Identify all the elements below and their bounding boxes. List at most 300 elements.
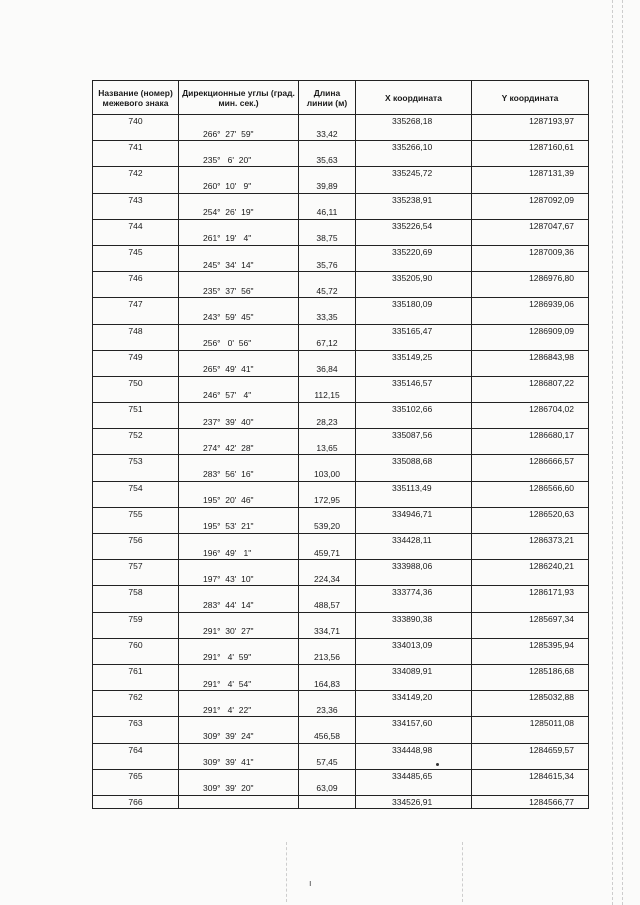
empty-cell	[356, 520, 472, 533]
empty-cell	[472, 625, 589, 638]
empty-cell	[179, 455, 299, 468]
empty-cell	[472, 285, 589, 298]
empty-cell	[472, 363, 589, 376]
header-x: X координата	[356, 81, 472, 115]
header-angle: Дирекционные углы (град. мин. сек.)	[179, 81, 299, 115]
scan-edge-line	[612, 0, 613, 905]
empty-cell	[356, 389, 472, 402]
bearing-angle-cell: 245° 34' 14"	[179, 259, 299, 272]
scan-edge-line	[622, 0, 623, 905]
empty-cell	[179, 691, 299, 704]
x-coordinate-cell: 335149,25	[356, 350, 472, 363]
bearing-angle-cell: 243° 59' 45"	[179, 311, 299, 324]
empty-cell	[356, 494, 472, 507]
empty-cell	[299, 560, 356, 573]
empty-cell	[179, 769, 299, 782]
empty-cell	[472, 756, 589, 769]
line-length-cell: 224,34	[299, 573, 356, 586]
scan-noise	[0, 0, 70, 230]
table-row-segment	[93, 651, 589, 664]
empty-cell	[179, 324, 299, 337]
empty-cell	[93, 206, 179, 219]
y-coordinate-cell: 1287160,61	[472, 141, 589, 154]
empty-cell	[179, 560, 299, 573]
table-row-segment	[93, 756, 589, 769]
bearing-angle-cell: 283° 44' 14"	[179, 599, 299, 612]
y-coordinate-cell: 1284615,34	[472, 769, 589, 782]
table-row-point	[93, 534, 589, 547]
y-coordinate-cell: 1285697,34	[472, 612, 589, 625]
empty-cell	[472, 468, 589, 481]
empty-cell	[472, 416, 589, 429]
y-coordinate-cell: 1285395,94	[472, 638, 589, 651]
table-row-point	[93, 769, 589, 782]
empty-cell	[179, 167, 299, 180]
x-coordinate-cell: 335205,90	[356, 272, 472, 285]
empty-cell	[93, 547, 179, 560]
empty-cell	[472, 547, 589, 560]
table-row-point	[93, 507, 589, 520]
empty-cell	[299, 298, 356, 311]
mark-name-cell: 752	[93, 429, 179, 442]
line-length-cell: 164,83	[299, 678, 356, 691]
table-row-point	[93, 403, 589, 416]
table-row-point	[93, 795, 589, 809]
empty-cell	[93, 494, 179, 507]
table-row-point	[93, 272, 589, 285]
y-coordinate-cell: 1287092,09	[472, 193, 589, 206]
y-coordinate-cell: 1286939,06	[472, 298, 589, 311]
mark-name-cell: 762	[93, 691, 179, 704]
empty-cell	[356, 651, 472, 664]
y-coordinate-cell: 1287193,97	[472, 115, 589, 128]
line-length-cell: 36,84	[299, 363, 356, 376]
x-coordinate-cell: 335180,09	[356, 298, 472, 311]
table-row-point	[93, 612, 589, 625]
bearing-angle-cell: 256° 0' 56"	[179, 337, 299, 350]
table-row-point	[93, 115, 589, 128]
empty-cell	[356, 206, 472, 219]
empty-cell	[472, 259, 589, 272]
empty-cell	[93, 730, 179, 743]
empty-cell	[299, 193, 356, 206]
scan-speck	[436, 763, 439, 766]
empty-cell	[299, 481, 356, 494]
empty-cell	[299, 403, 356, 416]
empty-cell	[472, 520, 589, 533]
line-length-cell: 103,00	[299, 468, 356, 481]
y-coordinate-cell: 1286704,02	[472, 403, 589, 416]
y-coordinate-cell: 1286976,80	[472, 272, 589, 285]
table-body	[93, 115, 589, 809]
empty-cell	[93, 782, 179, 795]
empty-cell	[93, 337, 179, 350]
y-coordinate-cell: 1285186,68	[472, 664, 589, 677]
x-coordinate-cell: 335245,72	[356, 167, 472, 180]
table-row-point	[93, 560, 589, 573]
mark-name-cell: 763	[93, 717, 179, 730]
line-length-cell: 38,75	[299, 232, 356, 245]
y-coordinate-cell: 1285032,88	[472, 691, 589, 704]
table-row-segment	[93, 442, 589, 455]
mark-name-cell: 756	[93, 534, 179, 547]
y-coordinate-cell: 1286520,63	[472, 507, 589, 520]
line-length-cell: 23,36	[299, 704, 356, 717]
table-row-segment	[93, 494, 589, 507]
mark-name-cell: 745	[93, 245, 179, 258]
empty-cell	[93, 128, 179, 141]
x-coordinate-cell: 335220,69	[356, 245, 472, 258]
bearing-angle-cell: 246° 57' 4"	[179, 389, 299, 402]
bearing-angle-cell: 196° 49' 1"	[179, 547, 299, 560]
empty-cell	[179, 350, 299, 363]
line-length-cell: 456,58	[299, 730, 356, 743]
table-row-segment	[93, 599, 589, 612]
empty-cell	[299, 612, 356, 625]
header-y: Y координата	[472, 81, 589, 115]
table-row-segment	[93, 416, 589, 429]
x-coordinate-cell: 335266,10	[356, 141, 472, 154]
bearing-angle-cell: 265° 49' 41"	[179, 363, 299, 376]
empty-cell	[356, 128, 472, 141]
table-row-point	[93, 350, 589, 363]
empty-cell	[93, 704, 179, 717]
table-row-segment	[93, 337, 589, 350]
empty-cell	[299, 638, 356, 651]
table-row-segment	[93, 547, 589, 560]
empty-cell	[93, 389, 179, 402]
y-coordinate-cell: 1286807,22	[472, 376, 589, 389]
table-row-segment	[93, 285, 589, 298]
line-length-cell: 539,20	[299, 520, 356, 533]
line-length-cell: 39,89	[299, 180, 356, 193]
empty-cell	[299, 141, 356, 154]
y-coordinate-cell: 1286909,09	[472, 324, 589, 337]
mark-name-cell: 759	[93, 612, 179, 625]
table-row-segment	[93, 389, 589, 402]
bearing-angle-cell: 237° 39' 40"	[179, 416, 299, 429]
y-coordinate-cell: 1286666,57	[472, 455, 589, 468]
empty-cell	[472, 704, 589, 717]
x-coordinate-cell: 335087,56	[356, 429, 472, 442]
scan-fold-line	[462, 842, 463, 902]
empty-cell	[179, 403, 299, 416]
bearing-angle-cell: 235° 6' 20"	[179, 154, 299, 167]
y-coordinate-cell: 1287131,39	[472, 167, 589, 180]
empty-cell	[472, 494, 589, 507]
x-coordinate-cell: 333774,36	[356, 586, 472, 599]
scan-fold-line	[286, 842, 287, 902]
empty-cell	[299, 272, 356, 285]
empty-cell	[179, 507, 299, 520]
table-row-point	[93, 717, 589, 730]
mark-name-cell: 765	[93, 769, 179, 782]
x-coordinate-cell: 335238,91	[356, 193, 472, 206]
empty-cell	[356, 547, 472, 560]
mark-name-cell: 754	[93, 481, 179, 494]
empty-cell	[472, 154, 589, 167]
line-length-cell: 33,35	[299, 311, 356, 324]
table-row-segment	[93, 625, 589, 638]
table-row-point	[93, 638, 589, 651]
empty-cell	[299, 115, 356, 128]
table-row-point	[93, 141, 589, 154]
empty-cell	[179, 612, 299, 625]
empty-cell	[472, 730, 589, 743]
line-length-cell: 35,63	[299, 154, 356, 167]
empty-cell	[472, 782, 589, 795]
bearing-angle-cell: 309° 39' 24"	[179, 730, 299, 743]
empty-cell	[179, 534, 299, 547]
bearing-angle-cell: 274° 42' 28"	[179, 442, 299, 455]
table-row-point	[93, 219, 589, 232]
bearing-angle-cell: 309° 39' 41"	[179, 756, 299, 769]
x-coordinate-cell: 335102,66	[356, 403, 472, 416]
x-coordinate-cell: 335226,54	[356, 219, 472, 232]
table-header-row	[93, 81, 589, 115]
x-coordinate-cell: 334157,60	[356, 717, 472, 730]
empty-cell	[356, 730, 472, 743]
line-length-cell: 459,71	[299, 547, 356, 560]
empty-cell	[356, 337, 472, 350]
x-coordinate-cell: 334149,20	[356, 691, 472, 704]
empty-cell	[299, 769, 356, 782]
mark-name-cell: 750	[93, 376, 179, 389]
x-coordinate-cell: 334428,11	[356, 534, 472, 547]
empty-cell	[356, 442, 472, 455]
bearing-angle-cell: 195° 53' 21"	[179, 520, 299, 533]
mark-name-cell: 761	[93, 664, 179, 677]
table-row-point	[93, 167, 589, 180]
table-row-segment	[93, 678, 589, 691]
empty-cell	[472, 599, 589, 612]
empty-cell	[179, 141, 299, 154]
line-length-cell: 46,11	[299, 206, 356, 219]
table-row-segment	[93, 573, 589, 586]
boundary-coordinates-sheet	[92, 80, 588, 809]
line-length-cell: 213,56	[299, 651, 356, 664]
empty-cell	[299, 245, 356, 258]
table-row-segment	[93, 232, 589, 245]
empty-cell	[356, 232, 472, 245]
line-length-cell: 33,42	[299, 128, 356, 141]
table-row-segment	[93, 468, 589, 481]
empty-cell	[179, 193, 299, 206]
empty-cell	[93, 180, 179, 193]
table-row-segment	[93, 363, 589, 376]
table-row-segment	[93, 259, 589, 272]
table-row-segment	[93, 128, 589, 141]
empty-cell	[472, 651, 589, 664]
mark-name-cell: 741	[93, 141, 179, 154]
empty-cell	[299, 324, 356, 337]
empty-cell	[179, 481, 299, 494]
table-row-segment	[93, 180, 589, 193]
empty-cell	[299, 507, 356, 520]
empty-cell	[356, 573, 472, 586]
empty-cell	[93, 232, 179, 245]
bearing-angle-cell: 291° 4' 54"	[179, 678, 299, 691]
empty-cell	[93, 625, 179, 638]
mark-name-cell: 746	[93, 272, 179, 285]
x-coordinate-cell: 335165,47	[356, 324, 472, 337]
table-row-point	[93, 324, 589, 337]
empty-cell	[356, 468, 472, 481]
y-coordinate-cell: 1286566,60	[472, 481, 589, 494]
empty-cell	[299, 691, 356, 704]
line-length-cell: 45,72	[299, 285, 356, 298]
empty-cell	[179, 219, 299, 232]
empty-cell	[93, 285, 179, 298]
empty-cell	[472, 678, 589, 691]
header-name: Название (номер) межевого знака	[93, 81, 179, 115]
empty-cell	[179, 743, 299, 756]
bearing-angle-cell: 291° 30' 27"	[179, 625, 299, 638]
table-row-point	[93, 193, 589, 206]
line-length-cell: 28,23	[299, 416, 356, 429]
table-row-point	[93, 691, 589, 704]
empty-cell	[356, 154, 472, 167]
mark-name-cell: 740	[93, 115, 179, 128]
empty-cell	[179, 115, 299, 128]
empty-cell	[93, 259, 179, 272]
table-row-point	[93, 429, 589, 442]
empty-cell	[299, 743, 356, 756]
empty-cell	[472, 232, 589, 245]
empty-cell	[356, 416, 472, 429]
mark-name-cell: 749	[93, 350, 179, 363]
mark-name-cell: 743	[93, 193, 179, 206]
bearing-angle-cell: 291° 4' 59"	[179, 651, 299, 664]
empty-cell	[299, 429, 356, 442]
empty-cell	[472, 337, 589, 350]
empty-cell	[472, 128, 589, 141]
empty-cell	[93, 363, 179, 376]
x-coordinate-cell: 334485,65	[356, 769, 472, 782]
mark-name-cell: 748	[93, 324, 179, 337]
empty-cell	[472, 180, 589, 193]
bearing-angle-cell: 261° 19' 4"	[179, 232, 299, 245]
empty-cell	[472, 311, 589, 324]
bearing-angle-cell: 254° 26' 19"	[179, 206, 299, 219]
y-coordinate-cell: 1286843,98	[472, 350, 589, 363]
mark-name-cell: 744	[93, 219, 179, 232]
page-mark: ı	[309, 878, 312, 888]
line-length-cell: 57,45	[299, 756, 356, 769]
x-coordinate-cell: 335146,57	[356, 376, 472, 389]
y-coordinate-cell: 1287009,36	[472, 245, 589, 258]
mark-name-cell: 742	[93, 167, 179, 180]
empty-cell	[179, 795, 299, 809]
empty-cell	[299, 534, 356, 547]
line-length-cell: 172,95	[299, 494, 356, 507]
empty-cell	[179, 717, 299, 730]
x-coordinate-cell: 335113,49	[356, 481, 472, 494]
table-row-segment	[93, 704, 589, 717]
empty-cell	[356, 704, 472, 717]
bearing-angle-cell: 197° 43' 10"	[179, 573, 299, 586]
empty-cell	[356, 285, 472, 298]
bearing-angle-cell: 235° 37' 56"	[179, 285, 299, 298]
empty-cell	[179, 586, 299, 599]
table-row-point	[93, 586, 589, 599]
line-length-cell: 488,57	[299, 599, 356, 612]
empty-cell	[93, 468, 179, 481]
table-row-segment	[93, 206, 589, 219]
y-coordinate-cell: 1287047,67	[472, 219, 589, 232]
empty-cell	[356, 599, 472, 612]
empty-cell	[179, 272, 299, 285]
empty-cell	[179, 429, 299, 442]
mark-name-cell: 747	[93, 298, 179, 311]
empty-cell	[93, 520, 179, 533]
empty-cell	[356, 782, 472, 795]
line-length-cell: 35,76	[299, 259, 356, 272]
empty-cell	[472, 573, 589, 586]
bearing-angle-cell: 266° 27' 59"	[179, 128, 299, 141]
bearing-angle-cell: 283° 56' 16"	[179, 468, 299, 481]
table-row-point	[93, 743, 589, 756]
x-coordinate-cell: 335268,18	[356, 115, 472, 128]
empty-cell	[179, 376, 299, 389]
empty-cell	[93, 599, 179, 612]
empty-cell	[299, 455, 356, 468]
boundary-coordinates-table	[92, 80, 589, 809]
empty-cell	[356, 311, 472, 324]
table-row-point	[93, 664, 589, 677]
y-coordinate-cell: 1286171,93	[472, 586, 589, 599]
x-coordinate-cell: 334946,71	[356, 507, 472, 520]
empty-cell	[356, 259, 472, 272]
x-coordinate-cell: 333890,38	[356, 612, 472, 625]
empty-cell	[179, 638, 299, 651]
mark-name-cell: 760	[93, 638, 179, 651]
table-row-point	[93, 376, 589, 389]
y-coordinate-cell: 1285011,08	[472, 717, 589, 730]
table-row-point	[93, 455, 589, 468]
empty-cell	[356, 678, 472, 691]
bearing-angle-cell: 309° 39' 20"	[179, 782, 299, 795]
line-length-cell: 112,15	[299, 389, 356, 402]
x-coordinate-cell: 334089,91	[356, 664, 472, 677]
table-row-segment	[93, 520, 589, 533]
empty-cell	[93, 756, 179, 769]
table-row-point	[93, 481, 589, 494]
y-coordinate-cell: 1284566,77	[472, 795, 589, 809]
empty-cell	[356, 180, 472, 193]
y-coordinate-cell: 1286240,21	[472, 560, 589, 573]
x-coordinate-cell: 334526,91	[356, 795, 472, 809]
empty-cell	[93, 678, 179, 691]
mark-name-cell: 751	[93, 403, 179, 416]
line-length-cell: 63,09	[299, 782, 356, 795]
table-row-point	[93, 245, 589, 258]
bearing-angle-cell: 291° 4' 22"	[179, 704, 299, 717]
empty-cell	[299, 219, 356, 232]
empty-cell	[472, 206, 589, 219]
x-coordinate-cell: 333988,06	[356, 560, 472, 573]
table-row-segment	[93, 311, 589, 324]
x-coordinate-cell: 334448,98	[356, 743, 472, 756]
line-length-cell: 67,12	[299, 337, 356, 350]
empty-cell	[299, 795, 356, 809]
empty-cell	[472, 442, 589, 455]
mark-name-cell: 757	[93, 560, 179, 573]
empty-cell	[356, 756, 472, 769]
x-coordinate-cell: 334013,09	[356, 638, 472, 651]
empty-cell	[299, 167, 356, 180]
y-coordinate-cell: 1286680,17	[472, 429, 589, 442]
